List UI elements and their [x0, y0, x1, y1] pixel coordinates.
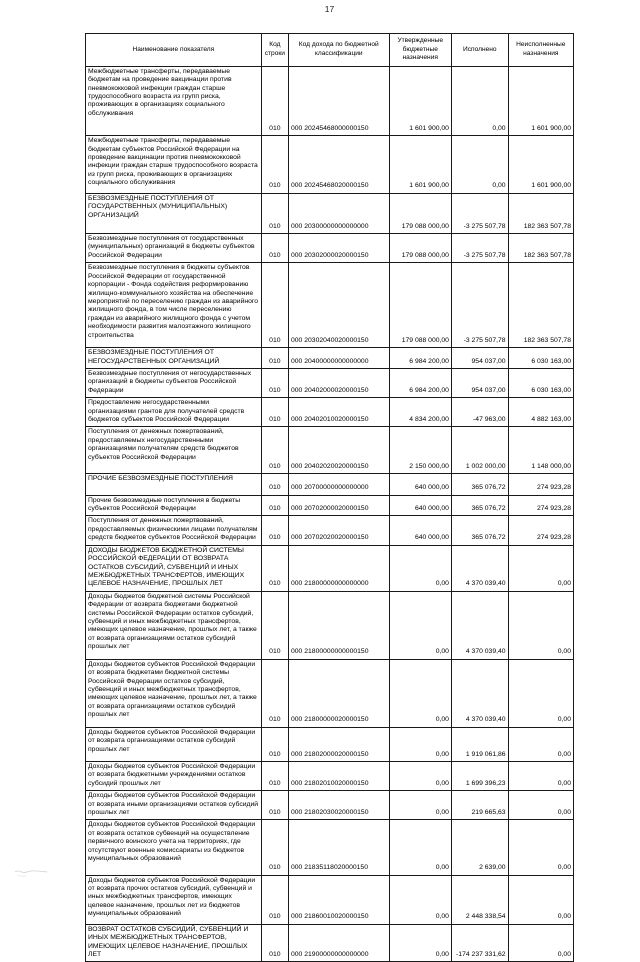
cell-unexecuted: 0,00 [508, 659, 573, 727]
indicator-name-text: Межбюджетные трансферты, передаваемые бюджетам на проведение вакцинации против пневмококковой инфекции граждан старше трудоспособного возраста из групп риска, проживающих в организациях социального обслуживания [88, 67, 232, 117]
cell-executed: 1 699 396,23 [451, 761, 508, 790]
header-row [86, 34, 574, 67]
cell-income-code: 000 20702000020000150 [289, 495, 390, 516]
table-row [86, 516, 574, 545]
cell-indicator-name [86, 427, 262, 474]
cell-line-code: 010 [261, 495, 288, 516]
cell-executed: -174 237 331,62 [451, 924, 508, 962]
cell-income-code: 000 20402000020000150 [289, 368, 390, 397]
column-header: Утвержденные бюджетные назначения [389, 34, 451, 67]
cell-executed: 365 076,72 [451, 474, 508, 495]
cell-indicator-name [86, 348, 262, 369]
cell-executed: 2 639,00 [451, 820, 508, 875]
cell-approved: 0,00 [389, 727, 451, 761]
cell-indicator-name [86, 516, 262, 545]
table-row [86, 495, 574, 516]
cell-indicator-name [86, 368, 262, 397]
cell-income-code: 000 21835118020000150 [289, 820, 390, 875]
table-row [86, 368, 574, 397]
cell-line-code: 010 [261, 820, 288, 875]
cell-indicator-name [86, 545, 262, 591]
table-row [86, 427, 574, 474]
cell-executed: 954 037,00 [451, 368, 508, 397]
cell-executed: -3 275 507,78 [451, 263, 508, 348]
cell-approved: 4 834 200,00 [389, 398, 451, 427]
cell-approved: 6 984 200,00 [389, 348, 451, 369]
cell-approved: 179 088 000,00 [389, 234, 451, 263]
cell-line-code: 010 [261, 924, 288, 962]
table-body [86, 66, 574, 962]
cell-indicator-name [86, 263, 262, 348]
cell-indicator-name [86, 761, 262, 790]
cell-executed: -3 275 507,78 [451, 193, 508, 233]
cell-income-code: 000 20402020020000150 [289, 427, 390, 474]
column-header: Исполнено [451, 34, 508, 67]
cell-line-code: 010 [261, 545, 288, 591]
cell-unexecuted: 182 363 507,78 [508, 193, 573, 233]
cell-income-code: 000 21802030020000150 [289, 791, 390, 820]
cell-line-code: 010 [261, 348, 288, 369]
table-row [86, 820, 574, 875]
cell-unexecuted: 182 363 507,78 [508, 263, 573, 348]
indicator-name-text: ДОХОДЫ БЮДЖЕТОВ БЮДЖЕТНОЙ СИСТЕМЫ РОССИЙСКОЙ ФЕДЕРАЦИИ ОТ ВОЗВРАТА ОСТАТКОВ СУБСИДИЙ, СУБВЕНЦИЙ И ИНЫХ МЕЖБЮДЖЕТНЫХ ТРАНСФЕРТОВ, ИМЕЮЩИХ ЦЕЛЕВОЕ НАЗНАЧЕНИЕ, ПРОШЛЫХ ЛЕТ [88, 546, 245, 588]
cell-unexecuted: 274 923,28 [508, 516, 573, 545]
cell-income-code: 000 20700000000000000 [289, 474, 390, 495]
cell-unexecuted: 0,00 [508, 791, 573, 820]
cell-income-code: 000 20245468000000150 [289, 66, 390, 136]
table-row [86, 193, 574, 233]
indicator-name-text: Доходы бюджетов субъектов Российской Федерации от возврата иными организациями остатков субсидий прошлых лет [88, 792, 259, 817]
cell-unexecuted: 0,00 [508, 545, 573, 591]
cell-unexecuted: 1 601 900,00 [508, 66, 573, 136]
cell-executed: 954 037,00 [451, 348, 508, 369]
cell-income-code: 000 21860010020000150 [289, 875, 390, 924]
cell-indicator-name [86, 66, 262, 136]
cell-indicator-name [86, 659, 262, 727]
cell-unexecuted: 4 882 163,00 [508, 398, 573, 427]
cell-unexecuted: 182 363 507,78 [508, 234, 573, 263]
cell-approved: 6 984 200,00 [389, 368, 451, 397]
indicator-name-text: Поступления от денежных пожертвований, предоставляемых негосударственными организациями получателям средств бюджетов субъектов Российской Федерации [88, 428, 239, 461]
indicator-name-text: БЕЗВОЗМЕЗДНЫЕ ПОСТУПЛЕНИЯ ОТ НЕГОСУДАРСТВЕННЫХ ОРГАНИЗАЦИЙ [88, 349, 220, 365]
cell-line-code: 010 [261, 263, 288, 348]
cell-executed: -47 963,00 [451, 398, 508, 427]
cell-approved: 1 601 900,00 [389, 136, 451, 194]
table-header [86, 34, 574, 67]
cell-income-code: 000 21800000020000150 [289, 659, 390, 727]
cell-unexecuted: 0,00 [508, 820, 573, 875]
cell-approved: 1 601 900,00 [389, 66, 451, 136]
cell-unexecuted: 1 601 900,00 [508, 136, 573, 194]
indicator-name-text: Межбюджетные трансферты, передаваемые бюджетам субъектов Российской Федерации на проведение вакцинации против пневмококковой инфекции граждан старше трудоспособного возраста из групп риска, проживающих в организациях социального обслуживания [88, 137, 258, 187]
cell-income-code: 000 20302040020000150 [289, 263, 390, 348]
indicator-name-text: ПРОЧИЕ БЕЗВОЗМЕЗДНЫЕ ПОСТУПЛЕНИЯ [88, 475, 233, 483]
cell-unexecuted: 0,00 [508, 591, 573, 659]
cell-line-code: 010 [261, 659, 288, 727]
cell-line-code: 010 [261, 368, 288, 397]
cell-income-code: 000 21900000000000000 [289, 924, 390, 962]
cell-income-code: 000 21800000000000150 [289, 591, 390, 659]
column-header: Неисполненные назначения [508, 34, 573, 67]
cell-approved: 0,00 [389, 791, 451, 820]
cell-indicator-name [86, 136, 262, 194]
indicator-name-text: Доходы бюджетов субъектов Российской Федерации от возврата бюджетными учреждениями остатков субсидий прошлых лет [88, 762, 256, 787]
cell-approved: 640 000,00 [389, 495, 451, 516]
cell-approved: 179 088 000,00 [389, 193, 451, 233]
table-row [86, 474, 574, 495]
indicator-name-text: Прочие безвозмездные поступления в бюджеты субъектов Российской Федерации [88, 496, 241, 512]
table-row [86, 761, 574, 790]
cell-income-code: 000 20302000020000150 [289, 234, 390, 263]
indicator-name-text: Безвозмездные поступления от негосударственных организаций в бюджеты субъектов Российской Федерации [88, 369, 252, 394]
cell-approved: 0,00 [389, 820, 451, 875]
table-row [86, 398, 574, 427]
cell-approved: 0,00 [389, 591, 451, 659]
cell-unexecuted: 0,00 [508, 875, 573, 924]
indicator-name-text: ВОЗВРАТ ОСТАТКОВ СУБСИДИЙ, СУБВЕНЦИЙ И ИНЫХ МЕЖБЮДЖЕТНЫХ ТРАНСФЕРТОВ, ИМЕЮЩИХ ЦЕЛЕВОЕ НАЗНАЧЕНИЕ, ПРОШЛЫХ ЛЕТ [88, 925, 249, 958]
cell-unexecuted: 1 148 000,00 [508, 427, 573, 474]
cell-line-code: 010 [261, 66, 288, 136]
indicator-name-text: Доходы бюджетов субъектов Российской Федерации от возврата бюджетами бюджетной системы Российской Федерации остатков субсидий, субвенций и иных межбюджетных трансфертов, имеющих целевое назначение, прошлых лет, а также от возврата организациями остатков субсидий прошлых лет [88, 660, 257, 719]
cell-approved: 640 000,00 [389, 516, 451, 545]
cell-income-code: 000 20300000000000000 [289, 193, 390, 233]
table-row [86, 791, 574, 820]
cell-approved: 179 088 000,00 [389, 263, 451, 348]
indicator-name-text: Безвозмездные поступления в бюджеты субъектов Российской Федерации от государственной корпорации - Фонда содействия реформированию жилищно-коммунального хозяйства на обеспечение мероприятий по переселению граждан из аварийного жилищного фонда, в том числе переселению граждан из аварийного жилищного фонда с учетом необходимости развития малоэтажного жилищного строительства [88, 264, 259, 339]
cell-approved: 0,00 [389, 924, 451, 962]
table-row [86, 348, 574, 369]
indicator-name-text: Доходы бюджетов субъектов Российской Федерации от возврата остатков субвенций на осуществление первичного воинского учета на территориях, где отсутствуют военные комиссариаты из бюджетов муниципальных образований [88, 821, 256, 863]
cell-executed: 1 002 000,00 [451, 427, 508, 474]
cell-line-code: 010 [261, 136, 288, 194]
cell-executed: 1 919 061,86 [451, 727, 508, 761]
budget-table [85, 33, 574, 962]
indicator-name-text: Безвозмездные поступления от государственных (муниципальных) организаций в бюджеты субъектов Российской Федерации [88, 235, 255, 259]
cell-line-code: 010 [261, 398, 288, 427]
cell-income-code: 000 21802000020000150 [289, 727, 390, 761]
cell-approved: 2 150 000,00 [389, 427, 451, 474]
table-row [86, 545, 574, 591]
cell-line-code: 010 [261, 761, 288, 790]
cell-line-code: 010 [261, 875, 288, 924]
column-header: Код дохода по бюджетной классификации [289, 34, 390, 67]
scan-artifact-mark [14, 866, 48, 880]
indicator-name-text: Доходы бюджетов субъектов Российской Федерации от возврата организациями остатков субсидий прошлых лет [88, 728, 256, 753]
cell-line-code: 010 [261, 234, 288, 263]
indicator-name-text: Доходы бюджетов субъектов Российской Федерации от возврата прочих остатков субсидий, субвенций и иных межбюджетных трансфертов, имеющих целевое назначение, прошлых лет из бюджетов муниципальных образований [88, 876, 256, 918]
cell-income-code: 000 20245468020000150 [289, 136, 390, 194]
cell-line-code: 010 [261, 516, 288, 545]
cell-indicator-name [86, 875, 262, 924]
cell-unexecuted: 0,00 [508, 924, 573, 962]
table-row [86, 234, 574, 263]
cell-unexecuted: 6 030 163,00 [508, 348, 573, 369]
page-number: 17 [324, 4, 335, 14]
cell-executed: 4 370 039,40 [451, 545, 508, 591]
cell-executed: 4 370 039,40 [451, 591, 508, 659]
table-row [86, 263, 574, 348]
cell-executed: 4 370 039,40 [451, 659, 508, 727]
cell-indicator-name [86, 398, 262, 427]
indicator-name-text: Предоставление негосударственными организациями грантов для получателей средств бюджетов субъектов Российской Федерации [88, 399, 245, 424]
cell-executed: 219 665,63 [451, 791, 508, 820]
cell-indicator-name [86, 727, 262, 761]
cell-approved: 640 000,00 [389, 474, 451, 495]
table-row [86, 66, 574, 136]
cell-approved: 0,00 [389, 875, 451, 924]
cell-income-code: 000 20400000000000000 [289, 348, 390, 369]
cell-approved: 0,00 [389, 545, 451, 591]
table-row [86, 727, 574, 761]
cell-line-code: 010 [261, 474, 288, 495]
indicator-name-text: Поступления от денежных пожертвований, предоставляемых физическими лицами получателям средств бюджетов субъектов Российской Федерации [88, 517, 258, 542]
cell-unexecuted: 6 030 163,00 [508, 368, 573, 397]
cell-executed: 365 076,72 [451, 495, 508, 516]
cell-indicator-name [86, 924, 262, 962]
column-header: Наименование показателя [86, 34, 262, 67]
cell-approved: 0,00 [389, 659, 451, 727]
column-header: Код строки [261, 34, 288, 67]
table-row [86, 875, 574, 924]
cell-indicator-name [86, 820, 262, 875]
cell-line-code: 010 [261, 791, 288, 820]
cell-income-code: 000 20402010020000150 [289, 398, 390, 427]
cell-indicator-name [86, 495, 262, 516]
cell-income-code: 000 21800000000000000 [289, 545, 390, 591]
cell-executed: 0,00 [451, 136, 508, 194]
indicator-name-text: БЕЗВОЗМЕЗДНЫЕ ПОСТУПЛЕНИЯ ОТ ГОСУДАРСТВЕННЫХ (МУНИЦИПАЛЬНЫХ) ОРГАНИЗАЦИЙ [88, 194, 228, 219]
cell-indicator-name [86, 474, 262, 495]
cell-line-code: 010 [261, 591, 288, 659]
cell-line-code: 010 [261, 727, 288, 761]
cell-unexecuted: 0,00 [508, 761, 573, 790]
cell-executed: 2 448 338,54 [451, 875, 508, 924]
cell-indicator-name [86, 193, 262, 233]
cell-executed: 365 076,72 [451, 516, 508, 545]
cell-approved: 0,00 [389, 761, 451, 790]
indicator-name-text: Доходы бюджетов бюджетной системы Российской Федерации от возврата бюджетами бюджетной системы Российской Федерации остатков субсидий, субвенций и иных межбюджетных трансфертов, имеющих целевое назначение, прошлых лет, а также от возврата организациями остатков субсидий прошлых лет [88, 592, 257, 651]
cell-unexecuted: 274 923,28 [508, 474, 573, 495]
cell-executed: 0,00 [451, 66, 508, 136]
cell-indicator-name [86, 791, 262, 820]
cell-executed: -3 275 507,78 [451, 234, 508, 263]
cell-unexecuted: 0,00 [508, 727, 573, 761]
table-row [86, 924, 574, 962]
cell-indicator-name [86, 591, 262, 659]
cell-indicator-name [86, 234, 262, 263]
cell-unexecuted: 274 923,28 [508, 495, 573, 516]
cell-line-code: 010 [261, 193, 288, 233]
table-row [86, 136, 574, 194]
table-row [86, 659, 574, 727]
cell-income-code: 000 20702020020000150 [289, 516, 390, 545]
cell-income-code: 000 21802010020000150 [289, 761, 390, 790]
table-row [86, 591, 574, 659]
cell-line-code: 010 [261, 427, 288, 474]
